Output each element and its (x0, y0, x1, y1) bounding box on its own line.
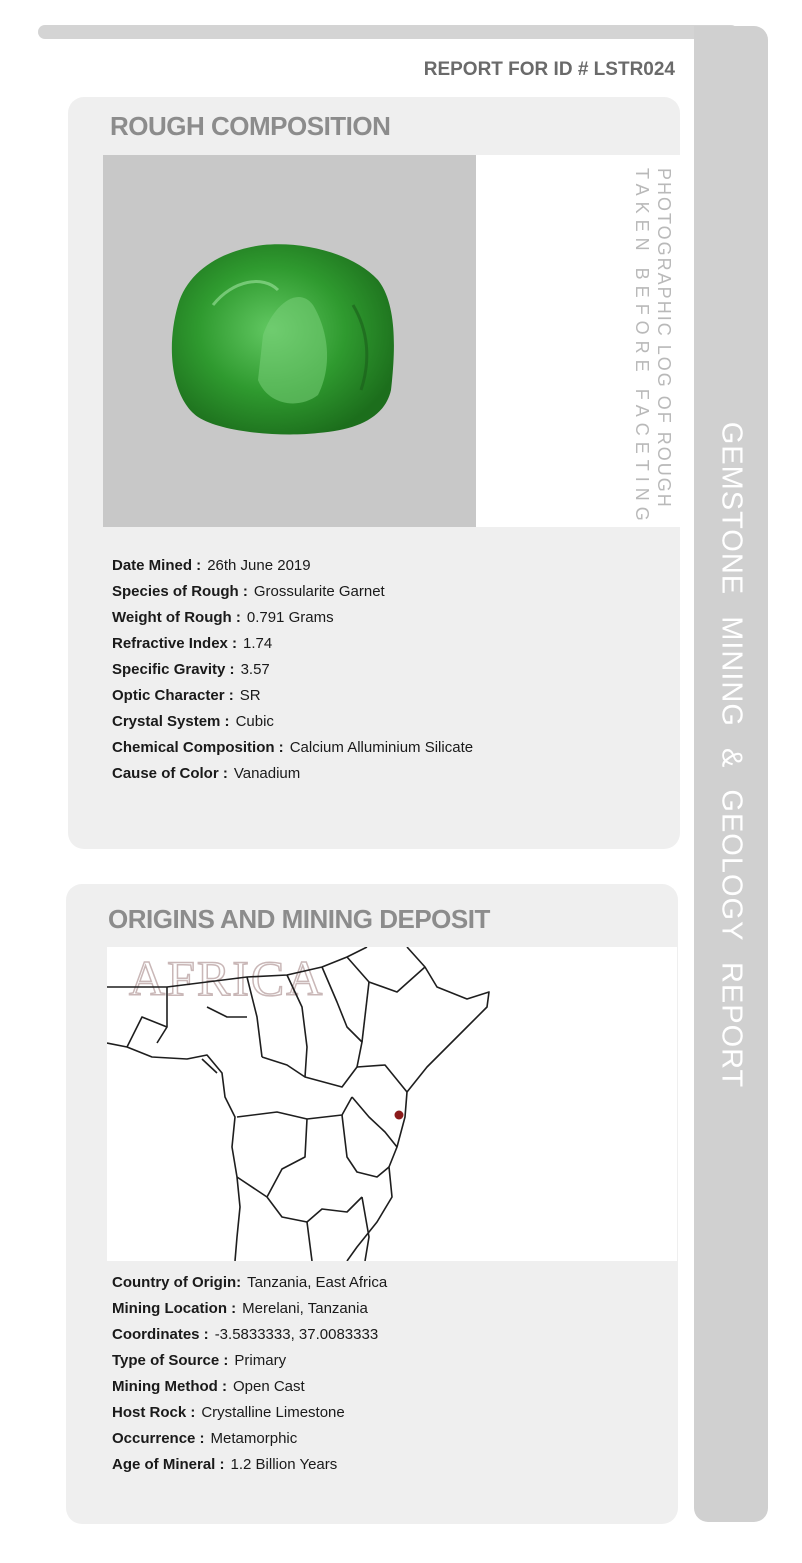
property-specific-gravity (112, 657, 473, 683)
africa-map-image (107, 947, 677, 1261)
origin-properties-list (112, 1270, 387, 1478)
report-side-title: GEMSTONE MINING & GEOLOGY REPORT (715, 421, 748, 1089)
property-value: Crystalline Limestone (201, 1404, 345, 1421)
property-refractive-index (112, 631, 473, 657)
property-cause-of-color (112, 761, 473, 787)
property-mining-location (112, 1296, 387, 1322)
property-label: Crystal System : (112, 713, 230, 730)
gem-image (103, 155, 476, 527)
photo-caption-line-2: TAKEN BEFORE FACETING (632, 168, 652, 527)
property-coordinates (112, 1322, 387, 1348)
property-species (112, 579, 473, 605)
property-label: Country of Origin: (112, 1274, 242, 1291)
property-value: SR (239, 687, 261, 704)
property-label: Type of Source : (112, 1352, 229, 1369)
property-value: Open Cast (232, 1378, 305, 1395)
property-label: Mining Location : (112, 1300, 237, 1317)
property-mining-method (112, 1374, 387, 1400)
property-crystal-system (112, 709, 473, 735)
photo-caption-line-1: PHOTOGRAPHIC LOG OF ROUGH (654, 168, 674, 509)
rough-properties-list (112, 553, 473, 787)
property-occurrence (112, 1426, 387, 1452)
property-label: Occurrence : (112, 1430, 205, 1447)
property-label: Date Mined : (112, 557, 202, 574)
property-value: 1.2 Billion Years (230, 1456, 338, 1473)
photo-area (103, 155, 680, 527)
property-label: Specific Gravity : (112, 661, 235, 678)
property-value: 3.57 (240, 661, 270, 678)
property-value: Vanadium (233, 765, 301, 782)
property-value: 0.791 Grams (246, 609, 334, 626)
property-date-mined (112, 553, 473, 579)
property-label: Refractive Index : (112, 635, 238, 652)
property-label: Chemical Composition : (112, 739, 284, 756)
property-country-of-origin (112, 1270, 387, 1296)
property-optic-character (112, 683, 473, 709)
property-value: Merelani, Tanzania (242, 1300, 368, 1317)
property-value: 1.74 (243, 635, 273, 652)
mine-location-marker (395, 1111, 404, 1120)
property-label: Cause of Color : (112, 765, 228, 782)
property-chemical-composition (112, 735, 473, 761)
rough-gem-photo (103, 155, 476, 527)
origins-title: ORIGINS AND MINING DEPOSIT (108, 904, 490, 934)
property-value: Cubic (235, 713, 274, 730)
photo-caption (631, 168, 675, 527)
africa-map (107, 947, 677, 1261)
report-id: REPORT FOR ID # LSTR024 (423, 59, 675, 80)
property-type-of-source (112, 1348, 387, 1374)
property-value: 26th June 2019 (207, 557, 311, 574)
property-weight (112, 605, 473, 631)
property-value: Tanzania, East Africa (247, 1274, 388, 1291)
property-value: Primary (234, 1352, 287, 1369)
property-label: Mining Method : (112, 1378, 227, 1395)
property-value: -3.5833333, 37.0083333 (214, 1326, 379, 1343)
property-label: Optic Character : (112, 687, 234, 704)
property-label: Species of Rough : (112, 583, 248, 600)
property-value: Calcium Alluminium Silicate (289, 739, 474, 756)
property-value: Metamorphic (210, 1430, 298, 1447)
property-host-rock (112, 1400, 387, 1426)
property-age-of-mineral (112, 1452, 387, 1478)
property-value: Grossularite Garnet (253, 583, 385, 600)
top-decorative-bar (38, 25, 738, 39)
property-label: Age of Mineral : (112, 1456, 225, 1473)
map-label: AFRICA (129, 950, 325, 1006)
rough-composition-title: ROUGH COMPOSITION (110, 111, 391, 141)
property-label: Weight of Rough : (112, 609, 241, 626)
property-label: Coordinates : (112, 1326, 209, 1343)
property-label: Host Rock : (112, 1404, 196, 1421)
